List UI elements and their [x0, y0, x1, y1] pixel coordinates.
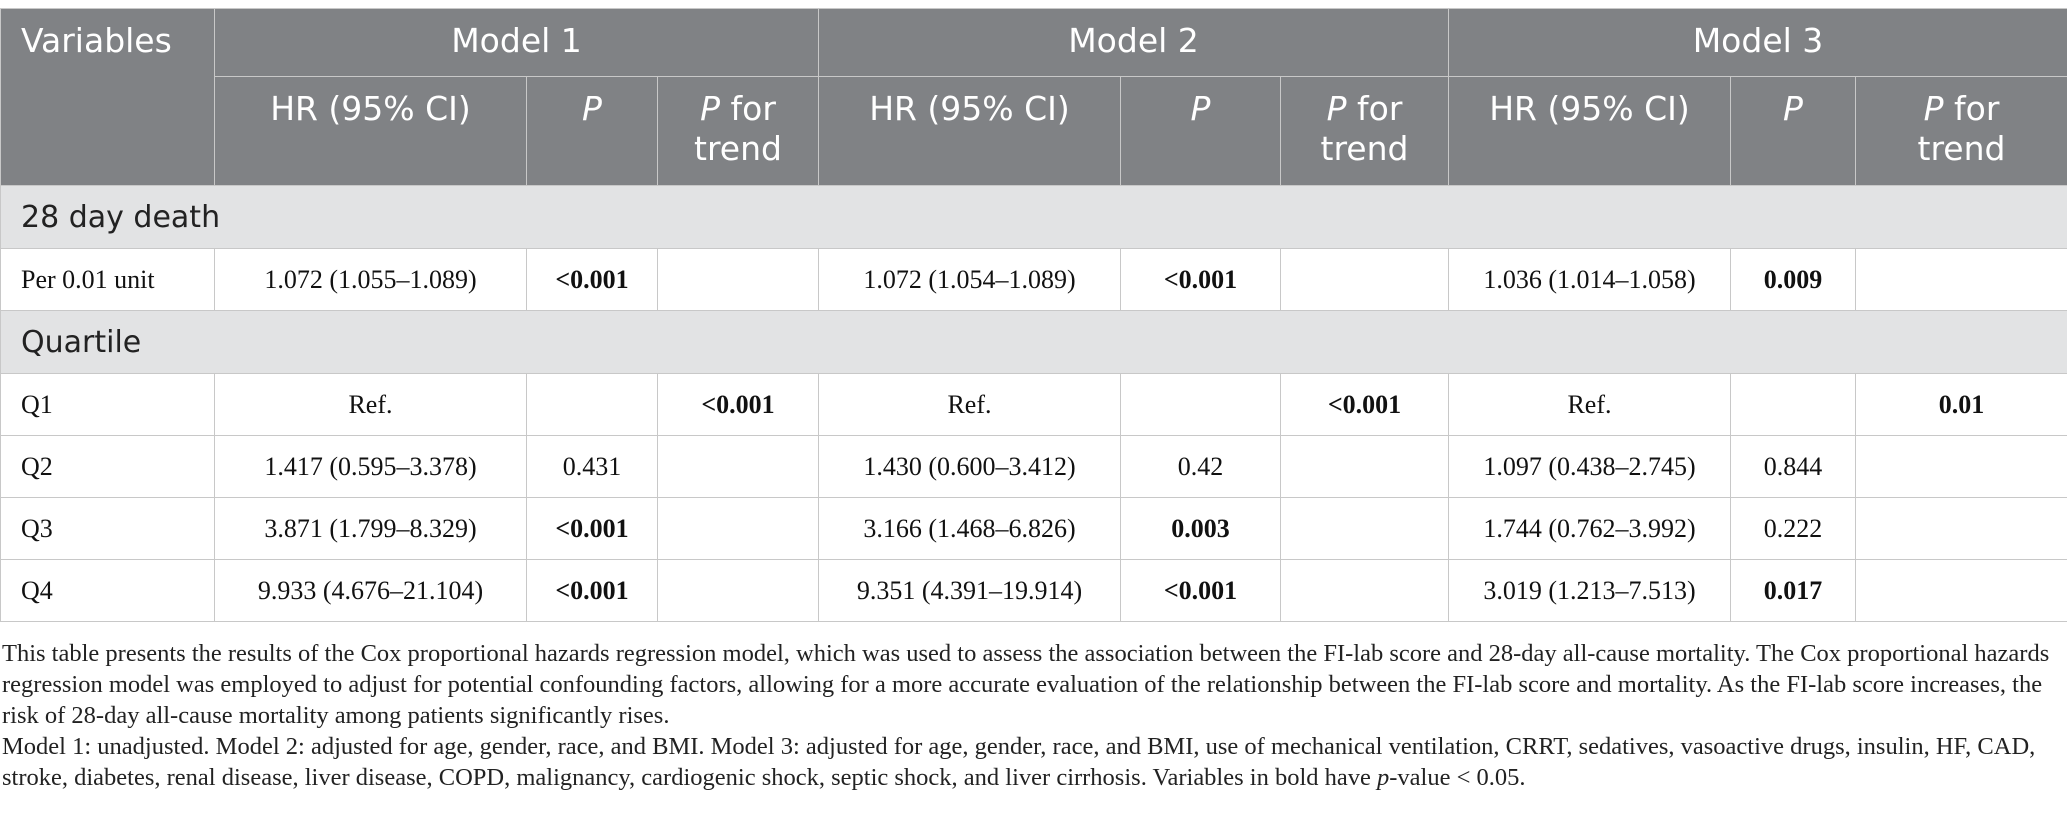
m2-p-header: P [1121, 77, 1281, 186]
table-footnotes [2, 638, 2062, 793]
header-row-stats [1, 77, 2067, 186]
section-title: 28 day death [1, 186, 2067, 249]
model-2-header: Model 2 [819, 9, 1449, 77]
m3-trend-cell [1856, 560, 2067, 622]
m1-trend-header [658, 77, 819, 186]
table-row [1, 249, 2067, 311]
trend-p-italic: P [1923, 89, 1944, 128]
m3-hr-cell: 1.097 (0.438–2.745) [1449, 436, 1731, 498]
header-row-models [1, 9, 2067, 77]
m2-p-cell [1121, 374, 1281, 436]
cox-regression-table [0, 8, 2067, 622]
row-label: Per 0.01 unit [1, 249, 215, 311]
trend-p-italic: P [700, 89, 721, 128]
m2-hr-cell: 3.166 (1.468–6.826) [819, 498, 1121, 560]
m1-p-cell: <0.001 [527, 498, 658, 560]
m1-trend-cell: <0.001 [658, 374, 819, 436]
m2-hr-cell: 9.351 (4.391–19.914) [819, 560, 1121, 622]
m2-hr-cell: 1.072 (1.054–1.089) [819, 249, 1121, 311]
model-1-header: Model 1 [215, 9, 819, 77]
row-label: Q4 [1, 560, 215, 622]
m3-trend-cell [1856, 498, 2067, 560]
m1-p-cell: <0.001 [527, 560, 658, 622]
m2-trend-cell [1281, 436, 1449, 498]
m2-trend-cell [1281, 249, 1449, 311]
section-row [1, 186, 2067, 249]
trend-p-italic: P [1326, 89, 1347, 128]
footnote-models [2, 731, 2062, 793]
footnote-p-italic: p [1377, 764, 1390, 791]
m1-p-cell [527, 374, 658, 436]
m2-trend-cell [1281, 560, 1449, 622]
m2-hr-cell: 1.430 (0.600–3.412) [819, 436, 1121, 498]
m3-p-cell: 0.844 [1731, 436, 1856, 498]
table-row [1, 560, 2067, 622]
m3-p-cell: 0.017 [1731, 560, 1856, 622]
row-label: Q3 [1, 498, 215, 560]
m3-p-cell [1731, 374, 1856, 436]
trend-label: P for trend [1320, 89, 1409, 168]
m1-hr-cell: 3.871 (1.799–8.329) [215, 498, 527, 560]
m1-trend-cell [658, 249, 819, 311]
m3-hr-cell: Ref. [1449, 374, 1731, 436]
m1-hr-cell: 9.933 (4.676–21.104) [215, 560, 527, 622]
table-row [1, 436, 2067, 498]
m1-hr-header: HR (95% CI) [215, 77, 527, 186]
row-label: Q1 [1, 374, 215, 436]
m3-hr-cell: 3.019 (1.213–7.513) [1449, 560, 1731, 622]
row-label: Q2 [1, 436, 215, 498]
model-3-header: Model 3 [1449, 9, 2067, 77]
m3-hr-cell: 1.744 (0.762–3.992) [1449, 498, 1731, 560]
m1-trend-cell [658, 560, 819, 622]
m3-p-cell: 0.222 [1731, 498, 1856, 560]
m2-p-cell: <0.001 [1121, 560, 1281, 622]
m3-trend-cell: 0.01 [1856, 374, 2067, 436]
footnote-summary: This table presents the results of the Cox proportional hazards regression model, which was used to assess the association between the FI-lab score and 28-day all-cause mortality. The Cox proportional hazards regression model was employed to adjust for potential confounding factors, allowing for a more accurate evaluation of the relationship between the FI-lab score and mortality. As the FI-lab score increases, the risk of 28-day all-cause mortality among patients significantly rises. [2, 640, 2050, 729]
table-row [1, 498, 2067, 560]
trend-label: P for trend [1917, 89, 2006, 168]
footnote-models-end: -value < 0.05. [1389, 764, 1526, 791]
m1-hr-cell: 1.417 (0.595–3.378) [215, 436, 527, 498]
m2-trend-cell [1281, 498, 1449, 560]
m1-p-cell: 0.431 [527, 436, 658, 498]
m3-p-header: P [1731, 77, 1856, 186]
m2-hr-header: HR (95% CI) [819, 77, 1121, 186]
m1-hr-cell: 1.072 (1.055–1.089) [215, 249, 527, 311]
m3-hr-header: HR (95% CI) [1449, 77, 1731, 186]
m1-p-cell: <0.001 [527, 249, 658, 311]
table-row [1, 374, 2067, 436]
m3-hr-cell: 1.036 (1.014–1.058) [1449, 249, 1731, 311]
m3-trend-cell [1856, 436, 2067, 498]
m2-p-cell: 0.42 [1121, 436, 1281, 498]
m2-p-cell: 0.003 [1121, 498, 1281, 560]
m2-p-cell: <0.001 [1121, 249, 1281, 311]
m1-trend-cell [658, 436, 819, 498]
trend-label: P for trend [694, 89, 782, 168]
m2-trend-header [1281, 77, 1449, 186]
m1-hr-cell: Ref. [215, 374, 527, 436]
footnote-models-text: Model 1: unadjusted. Model 2: adjusted for age, gender, race, and BMI. Model 3: adjusted for age, gender, race, and BMI, use of mechanical ventilation, CRRT, sedatives, vasoactive drugs, insulin, HF, CAD, stroke, diabetes, renal disease, liver disease, COPD, malignancy, cardiogenic shock, septic shock, and liver cirrhosis. Variables in bold have [2, 733, 2036, 791]
variables-header: Variables [1, 9, 215, 186]
m2-hr-cell: Ref. [819, 374, 1121, 436]
m1-trend-cell [658, 498, 819, 560]
m1-p-header: P [527, 77, 658, 186]
m2-trend-cell: <0.001 [1281, 374, 1449, 436]
m3-p-cell: 0.009 [1731, 249, 1856, 311]
section-title: Quartile [1, 311, 2067, 374]
m3-trend-header [1856, 77, 2067, 186]
section-row [1, 311, 2067, 374]
m3-trend-cell [1856, 249, 2067, 311]
